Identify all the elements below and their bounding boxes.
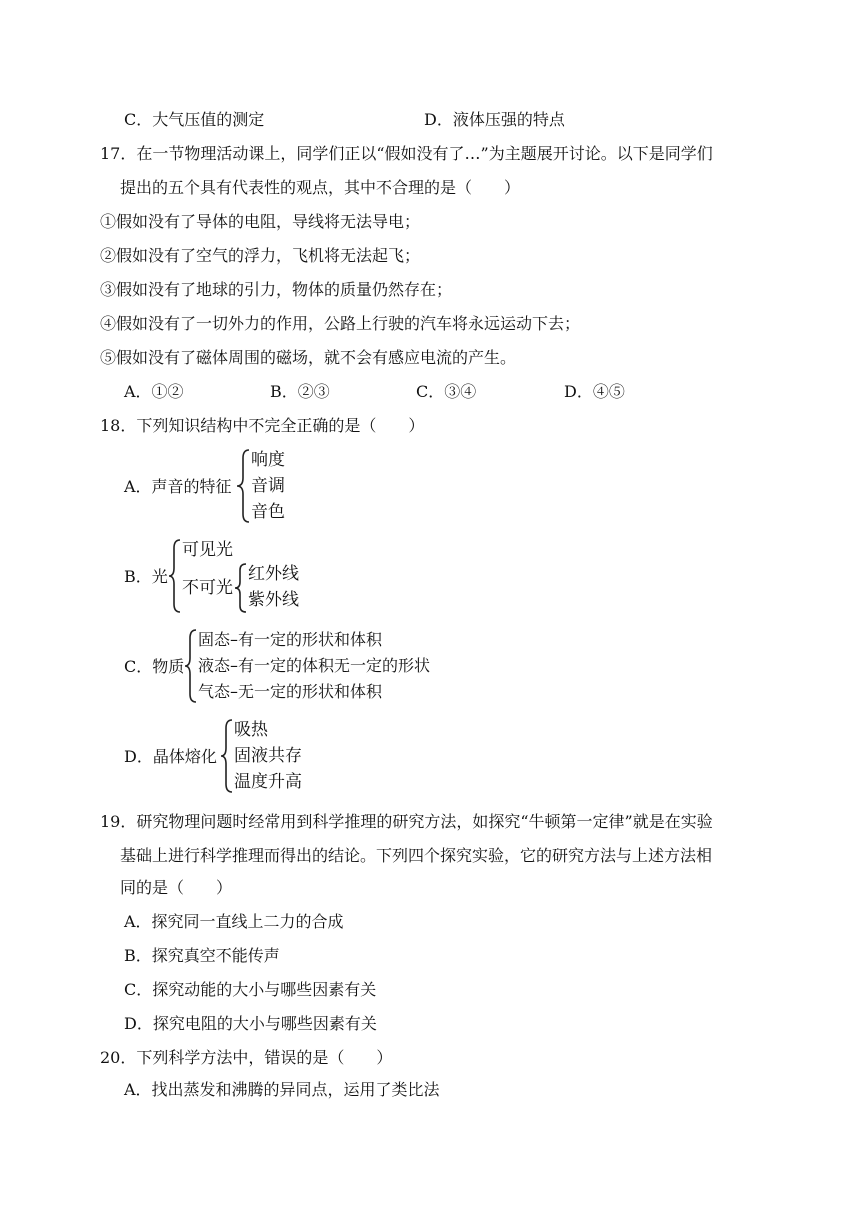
brace-icon [236, 448, 252, 524]
q18-d-item-2: 固液共存 [234, 746, 302, 766]
q18-b-sub-1: 红外线 [248, 564, 299, 584]
q18-c-item-3: 气态–无一定的形状和体积 [198, 682, 383, 701]
q18-b-sub-2: 紫外线 [248, 590, 299, 610]
q18-d-item-1: 吸热 [234, 720, 268, 740]
q18-c-item-2: 液态–有一定的体积无一定的形状 [198, 656, 431, 675]
q17-stem-line2: 提出的五个具有代表性的观点，其中不合理的是（ ） [120, 178, 521, 197]
q18-c-label: C．物质 [124, 657, 185, 676]
q17-item-2: ②假如没有了空气的浮力，飞机将无法起飞； [100, 246, 421, 265]
q19-option-a: A．探究同一直线上二力的合成 [124, 912, 344, 931]
q17-item-1: ①假如没有了导体的电阻，导线将无法导电； [100, 212, 421, 231]
q18-d-item-3: 温度升高 [234, 772, 302, 792]
q20-stem: 20．下列科学方法中，错误的是（ ） [100, 1048, 393, 1067]
q18-b-visible: 可见光 [182, 540, 233, 560]
q17-item-4: ④假如没有了一切外力的作用，公路上行驶的汽车将永远运动下去； [100, 314, 581, 333]
q17-item-3: ③假如没有了地球的引力，物体的质量仍然存在； [100, 280, 453, 299]
q18-a-item-2: 音调 [251, 476, 285, 496]
q18-stem: 18．下列知识结构中不完全正确的是（ ） [100, 416, 425, 435]
q17-stem-line1: 17．在一节物理活动课上，同学们正以“假如没有了…”为主题展开讨论。以下是同学们 [100, 144, 713, 163]
q16-option-c: C．大气压值的测定 [124, 110, 265, 129]
q19-option-d: D．探究电阻的大小与哪些因素有关 [124, 1014, 377, 1033]
q17-option-a: A．①② [124, 382, 184, 401]
brace-icon [220, 718, 234, 794]
q18-b-invisible: 不可光 [182, 578, 233, 598]
brace-icon [168, 538, 182, 614]
q20-option-a: A．找出蒸发和沸腾的异同点，运用了类比法 [124, 1080, 440, 1099]
q19-stem-line1: 19．研究物理问题时经常用到科学推理的研究方法，如探究“牛顿第一定律”就是在实验 [100, 812, 713, 831]
q18-b-label: B．光 [124, 567, 168, 586]
q18-a-item-1: 响度 [251, 450, 285, 470]
q19-stem-line3: 同的是（ ） [120, 878, 233, 897]
q17-option-d: D．④⑤ [564, 382, 625, 401]
brace-icon [184, 628, 198, 704]
q17-option-b: B．②③ [270, 382, 330, 401]
q18-a-label: A．声音的特征 [124, 477, 232, 496]
q17-item-5: ⑤假如没有了磁体周围的磁场，就不会有感应电流的产生。 [100, 348, 517, 367]
q18-a-item-3: 音色 [251, 502, 285, 522]
q19-option-b: B．探究真空不能传声 [124, 946, 280, 965]
brace-icon [234, 562, 248, 614]
q19-option-c: C．探究动能的大小与哪些因素有关 [124, 980, 377, 999]
q19-stem-line2: 基础上进行科学推理而得出的结论。下列四个探究实验，它的研究方法与上述方法相 [120, 846, 713, 865]
q17-option-c: C．③④ [416, 382, 477, 401]
q16-option-d: D．液体压强的特点 [424, 110, 565, 129]
q18-d-label: D．晶体熔化 [124, 747, 217, 766]
q18-c-item-1: 固态–有一定的形状和体积 [198, 630, 383, 649]
